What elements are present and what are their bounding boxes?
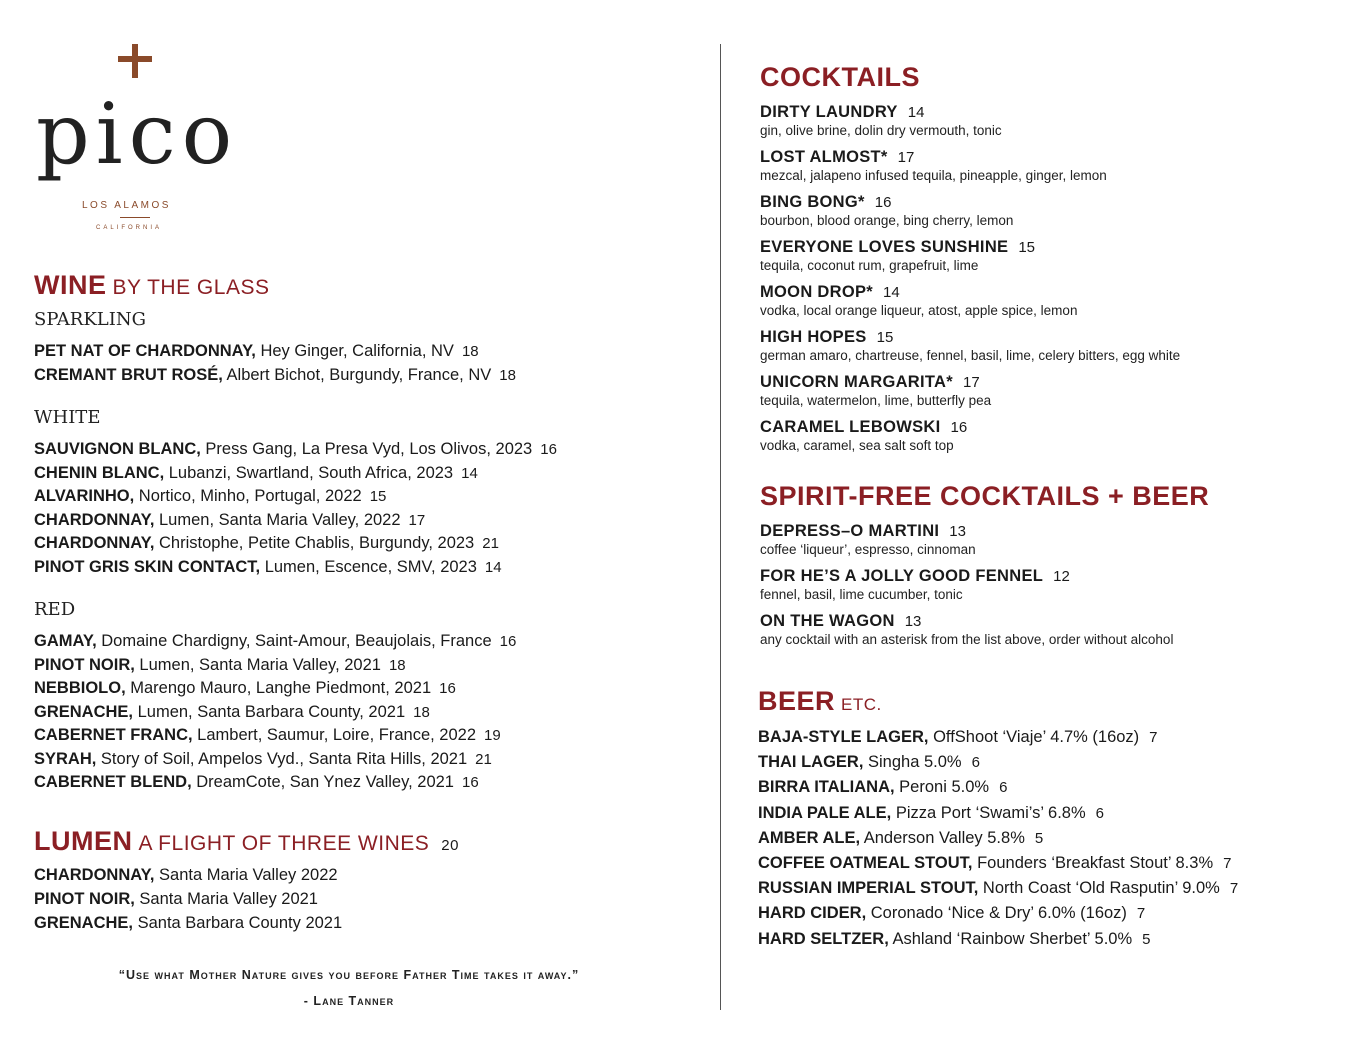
sparkling-heading: SPARKLING: [34, 309, 146, 330]
list-item: HARD CIDER, Coronado ‘Nice & Dry’ 6.0% (16oz) 7: [758, 904, 1146, 923]
list-item: GRENACHE, Santa Barbara County 2021: [34, 914, 343, 932]
list-item: CHARDONNAY, Lumen, Santa Maria Valley, 2022 17: [34, 510, 426, 529]
list-item: EVERYONE LOVES SUNSHINE 15 tequila, coconut rum, grapefruit, lime: [760, 238, 1036, 273]
logo-location: LOS ALAMOS: [82, 200, 171, 211]
beer-section: [758, 686, 1238, 952]
lumen-section: [34, 826, 459, 935]
lumen-title: [34, 826, 459, 857]
pico-logo: [34, 40, 254, 240]
wine-title-main: WINE: [34, 270, 107, 300]
beer-title: [758, 686, 1238, 717]
logo-state: CALIFORNIA: [96, 225, 163, 231]
list-item: SAUVIGNON BLANC, Press Gang, La Presa Vyd, Los Olivos, 2023 16: [34, 440, 557, 458]
logo-divider: [120, 217, 150, 218]
red-heading: RED: [34, 599, 76, 620]
list-item: COFFEE OATMEAL STOUT, Founders ‘Breakfast Stout’ 8.3% 7: [758, 854, 1232, 873]
list-item: PINOT NOIR, Santa Maria Valley 2021: [34, 890, 318, 908]
list-item: PET NAT OF CHARDONNAY, Hey Ginger, California, NV 18: [34, 342, 479, 360]
list-item: DEPRESS–O MARTINI 13 coffee ‘liqueur’, espresso, cinnoman: [760, 522, 976, 557]
quote-text: “Use what Mother Nature gives you before Father Time takes it away.”: [118, 968, 580, 982]
list-item: LOST ALMOST* 17 mezcal, jalapeno infused tequila, pineapple, ginger, lemon: [760, 148, 1107, 183]
list-item: GRENACHE, Lumen, Santa Barbara County, 2021 18: [34, 702, 430, 721]
list-item: CHENIN BLANC, Lubanzi, Swartland, South Africa, 2023 14: [34, 463, 478, 482]
spirit-free-title: SPIRIT-FREE COCKTAILS + BEER: [760, 481, 1210, 511]
list-item: BIRRA ITALIANA, Peroni 5.0% 6: [758, 778, 1008, 797]
list-item: HIGH HOPES 15 german amaro, chartreuse, fennel, basil, lime, celery bitters, egg white: [760, 328, 1181, 363]
quote-author: - Lane Tanner: [303, 994, 395, 1008]
beer-title-sub: ETC.: [841, 695, 882, 714]
sparkling-group: [34, 309, 557, 387]
list-item: AMBER ALE, Anderson Valley 5.8% 5: [758, 828, 1044, 847]
wine-title: [34, 270, 557, 301]
cocktails-title: COCKTAILS: [760, 62, 920, 92]
lumen-price: 20: [441, 837, 459, 854]
white-group: [34, 407, 557, 579]
list-item: CHARDONNAY, Christophe, Petite Chablis, Burgundy, 2023 21: [34, 534, 499, 552]
list-item: CARAMEL LEBOWSKI 16 vodka, caramel, sea salt soft top: [760, 418, 968, 453]
list-item: BING BONG* 16 bourbon, blood orange, bing cherry, lemon: [760, 193, 1014, 228]
cocktails-section: [760, 62, 1180, 463]
list-item: THAI LAGER, Singha 5.0% 6: [758, 753, 980, 772]
column-divider: [720, 44, 721, 1010]
list-item: UNICORN MARGARITA* 17 tequila, watermelon, lime, butterfly pea: [760, 373, 992, 408]
list-item: GAMAY, Domaine Chardigny, Saint-Amour, Beaujolais, France 16: [34, 632, 517, 650]
list-item: CHARDONNAY, Santa Maria Valley 2022: [34, 866, 338, 884]
list-item: SYRAH, Story of Soil, Ampelos Vyd., Santa Rita Hills, 2021 21: [34, 749, 492, 768]
lumen-title-main: LUMEN: [34, 826, 133, 856]
list-item: CABERNET FRANC, Lambert, Saumur, Loire, France, 2022 19: [34, 726, 501, 744]
list-item: INDIA PALE ALE, Pizza Port ‘Swami’s’ 6.8% 6: [758, 803, 1104, 822]
red-group: [34, 599, 557, 795]
lumen-title-sub: A FLIGHT OF THREE WINES: [138, 832, 430, 855]
list-item: ALVARINHO, Nortico, Minho, Portugal, 2022 15: [34, 487, 387, 505]
wine-section: [34, 270, 557, 795]
cross-icon: [118, 44, 152, 78]
list-item: ON THE WAGON 13 any cocktail with an asterisk from the list above, order without alcohol: [760, 612, 1174, 647]
wine-title-sub: BY THE GLASS: [112, 276, 270, 299]
list-item: FOR HE’S A JOLLY GOOD FENNEL 12 fennel, basil, lime cucumber, tonic: [760, 567, 1070, 602]
logo-wordmark: pico: [36, 85, 239, 183]
left-column: [34, 0, 694, 1052]
list-item: CREMANT BRUT ROSÉ, Albert Bichot, Burgundy, France, NV 18: [34, 365, 516, 384]
list-item: PINOT NOIR, Lumen, Santa Maria Valley, 2021 18: [34, 655, 406, 674]
right-column: [758, 0, 1348, 1052]
list-item: CABERNET BLEND, DreamCote, San Ynez Valley, 2021 16: [34, 773, 479, 791]
list-item: NEBBIOLO, Marengo Mauro, Langhe Piedmont, 2021 16: [34, 679, 456, 697]
list-item: PINOT GRIS SKIN CONTACT, Lumen, Escence, SMV, 2023 14: [34, 557, 502, 576]
list-item: HARD SELTZER, Ashland ‘Rainbow Sherbet’ 5.0% 5: [758, 929, 1151, 948]
list-item: RUSSIAN IMPERIAL STOUT, North Coast ‘Old Rasputin’ 9.0% 7: [758, 879, 1239, 898]
spirit-free-section: [760, 481, 1209, 657]
list-item: MOON DROP* 14 vodka, local orange liqueur, atost, apple spice, lemon: [760, 283, 1078, 318]
list-item: BAJA-STYLE LAGER, OffShoot ‘Viaje’ 4.7% (16oz) 7: [758, 728, 1158, 746]
list-item: DIRTY LAUNDRY 14 gin, olive brine, dolin dry vermouth, tonic: [760, 103, 1002, 138]
beer-title-main: BEER: [758, 686, 836, 716]
white-heading: WHITE: [34, 407, 101, 428]
